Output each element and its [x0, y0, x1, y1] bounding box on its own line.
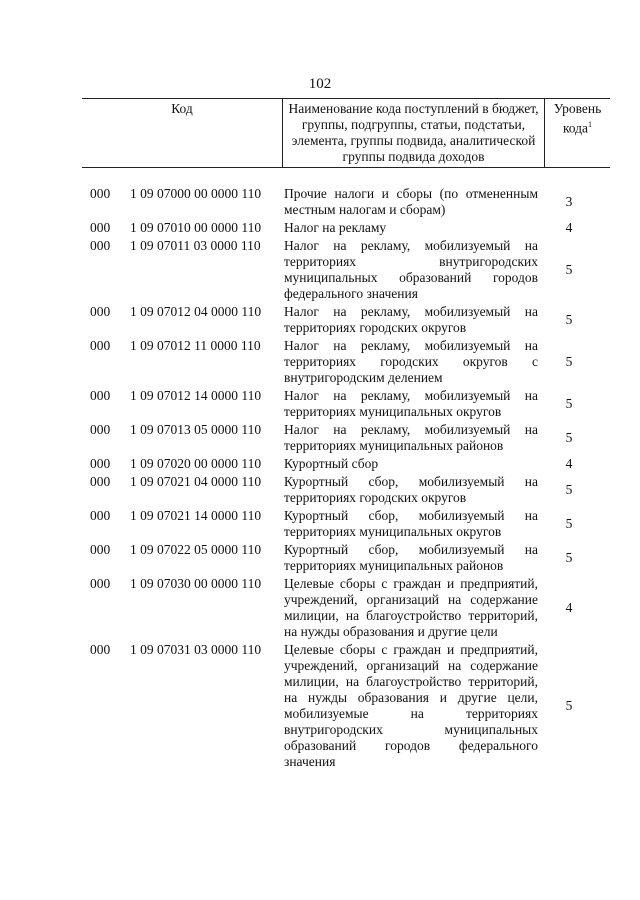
header-level	[545, 99, 611, 168]
code-level: 5	[565, 396, 573, 411]
code-level: 5	[565, 516, 573, 531]
admin-code: 000	[90, 186, 111, 201]
income-name: Налог на рекламу, мобилизуемый на территориях городских округов с внутригородским делением	[284, 338, 538, 385]
income-code: 1 09 07012 04 0000 110	[130, 304, 262, 319]
income-name: Налог на рекламу	[284, 220, 387, 235]
code-level: 5	[565, 550, 573, 565]
code-level: 4	[565, 456, 573, 471]
income-code: 1 09 07021 14 0000 110	[130, 508, 262, 523]
admin-code: 000	[90, 238, 111, 253]
table-row	[90, 456, 600, 472]
table-row	[90, 508, 600, 540]
income-code: 1 09 07012 11 0000 110	[130, 338, 261, 353]
table-row	[90, 186, 600, 218]
table-row	[90, 304, 600, 336]
code-level: 4	[565, 220, 573, 235]
page-number: 102	[308, 76, 332, 92]
income-name: Налог на рекламу, мобилизуемый на территориях муниципальных районов	[284, 422, 538, 453]
code-level: 3	[565, 194, 573, 209]
table-body	[90, 186, 600, 772]
code-level: 5	[565, 482, 573, 497]
code-level: 5	[565, 312, 573, 327]
income-name: Прочие налоги и сборы (по отмененным местным налогам и сборам)	[284, 186, 538, 217]
income-code: 1 09 07022 05 0000 110	[130, 542, 262, 557]
income-code: 1 09 07011 03 0000 110	[130, 238, 261, 253]
code-level: 5	[565, 354, 573, 369]
income-name: Целевые сборы с граждан и предприятий, учреждений, организаций на содержание милиции, на благоустройство территорий, на нужды образования и другие цели	[284, 576, 538, 639]
income-name: Налог на рекламу, мобилизуемый на территориях внутригородских муниципальных образований городов федерального значения	[284, 238, 538, 301]
table-row	[90, 220, 600, 236]
income-code: 1 09 07012 14 0000 110	[130, 388, 262, 403]
admin-code: 000	[90, 456, 111, 471]
table-header	[82, 98, 610, 168]
admin-code: 000	[90, 474, 111, 489]
income-code: 1 09 07021 04 0000 110	[130, 474, 262, 489]
admin-code: 000	[90, 542, 111, 557]
income-code: 1 09 07030 00 0000 110	[130, 576, 262, 591]
table-row	[90, 422, 600, 454]
income-code: 1 09 07013 05 0000 110	[130, 422, 262, 437]
table-row	[90, 642, 600, 770]
table-row	[90, 338, 600, 386]
income-name: Курортный сбор, мобилизуемый на территориях муниципальных районов	[284, 542, 538, 573]
admin-code: 000	[90, 422, 111, 437]
admin-code: 000	[90, 220, 111, 235]
income-name: Целевые сборы с граждан и предприятий, учреждений, организаций на содержание милиции, на благоустройство территорий, на нужды образования и другие цели, мобилизуемые на территориях внутригородских муниципальных образований городов федерального значения	[284, 642, 538, 769]
admin-code: 000	[90, 642, 111, 657]
code-level: 5	[565, 262, 573, 277]
income-name: Курортный сбор	[284, 456, 379, 471]
admin-code: 000	[90, 508, 111, 523]
income-code: 1 09 07020 00 0000 110	[130, 456, 262, 471]
table-row	[90, 388, 600, 420]
income-code: 1 09 07000 00 0000 110	[130, 186, 262, 201]
header-name: Наименование кода поступлений в бюджет, группы, подгруппы, статьи, подстатьи, элемента, группы подвида, аналитической группы подвида доходов	[283, 99, 545, 168]
table-row	[90, 542, 600, 574]
income-name: Курортный сбор, мобилизуемый на территориях муниципальных округов	[284, 508, 538, 539]
header-code: Код	[82, 99, 283, 168]
table-row	[90, 474, 600, 506]
code-level: 4	[565, 600, 573, 615]
income-code: 1 09 07010 00 0000 110	[130, 220, 262, 235]
income-name: Налог на рекламу, мобилизуемый на территориях муниципальных округов	[284, 388, 538, 419]
admin-code: 000	[90, 576, 111, 591]
code-level: 5	[565, 698, 573, 713]
header-level-label: Уровень кода	[553, 101, 602, 136]
table-row	[90, 576, 600, 640]
income-code: 1 09 07031 03 0000 110	[130, 642, 262, 657]
admin-code: 000	[90, 338, 111, 353]
table-row	[90, 238, 600, 302]
admin-code: 000	[90, 304, 111, 319]
header-level-footnote: 1	[588, 120, 593, 129]
income-name: Налог на рекламу, мобилизуемый на территориях городских округов	[284, 304, 538, 335]
code-level: 5	[565, 430, 573, 445]
admin-code: 000	[90, 388, 111, 403]
income-name: Курортный сбор, мобилизуемый на территориях городских округов	[284, 474, 538, 505]
